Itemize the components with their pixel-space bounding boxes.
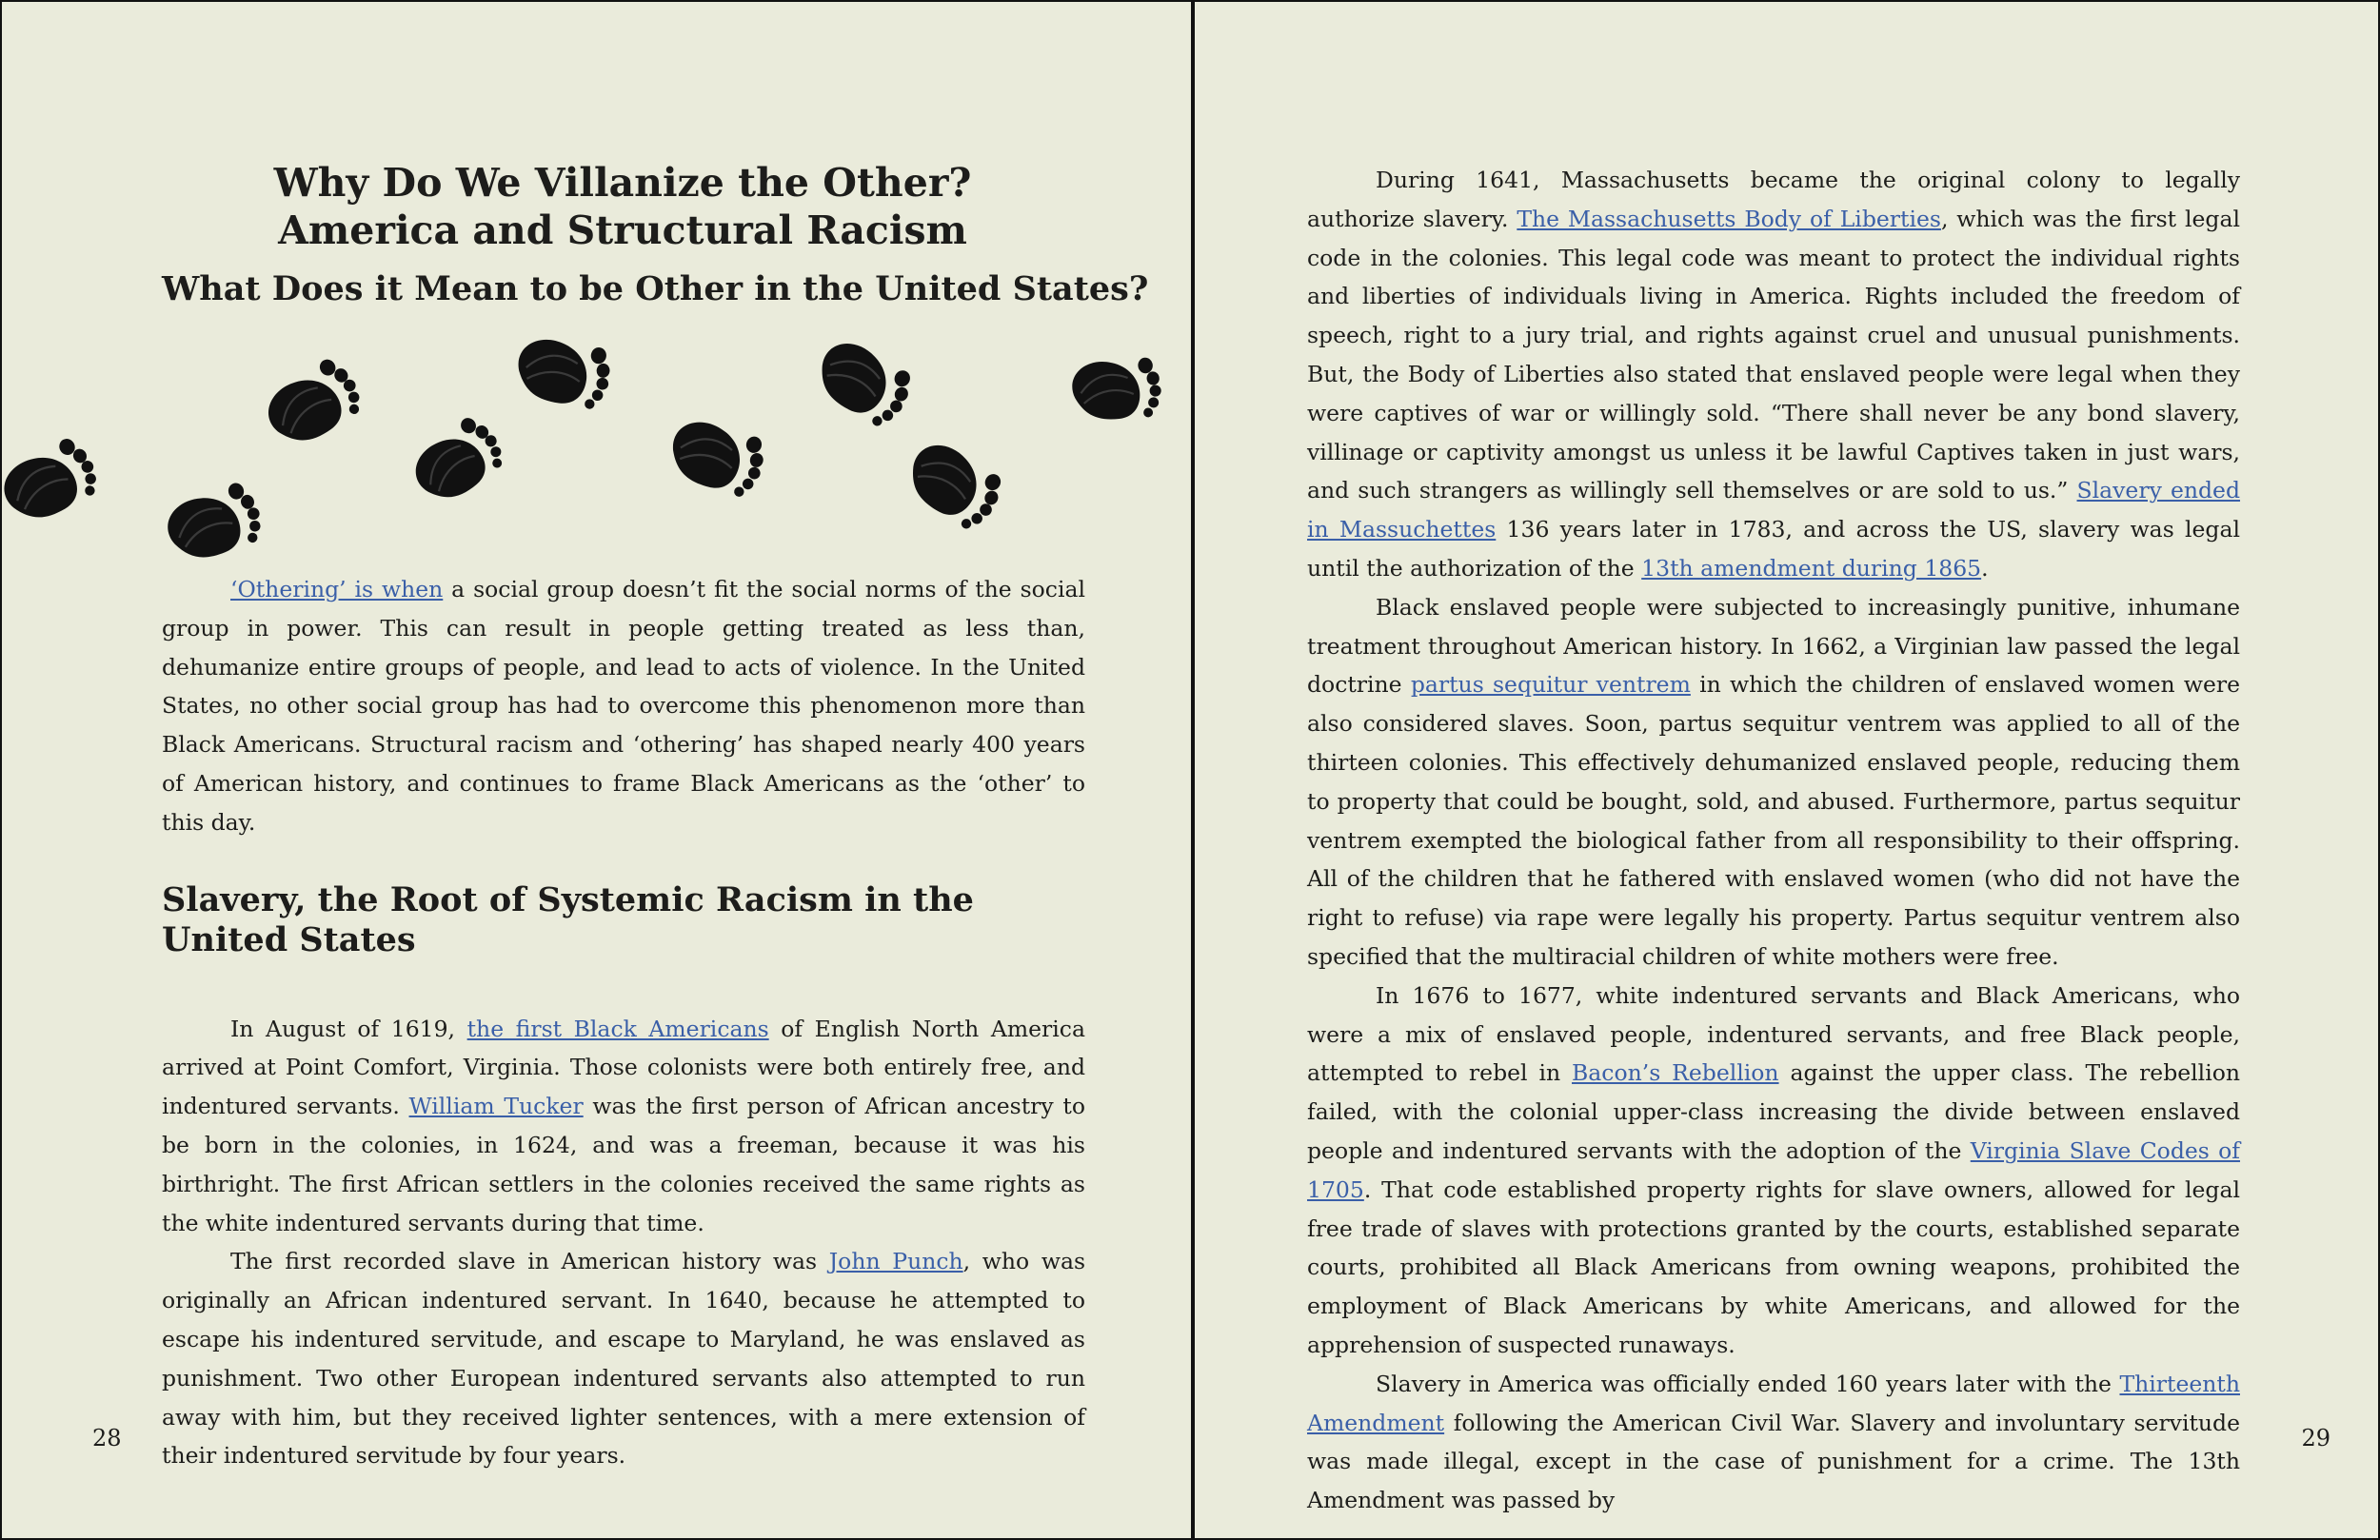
left-page	[2, 2, 1195, 1538]
first-black-americans-link[interactable]: the first Black Americans	[466, 1015, 769, 1042]
right-body-text	[1307, 161, 2240, 1520]
john-punch-link[interactable]: John Punch	[828, 1248, 963, 1275]
othering-link[interactable]: ‘Othering’ is when	[230, 576, 444, 602]
footprint	[1070, 356, 1164, 425]
page-number: 28	[92, 1425, 122, 1451]
paragraph-partus: Black enslaved people were subjected to increasingly punitive, inhumane treatment throughout American history. In 1662, a Virginian law passed the legal doctrine partus sequitur ventrem in which the children of enslaved women were also considered slaves. Soon, partus sequitur ventrem was applied to all of the thirteen colonies. This effectively dehumanized enslaved people, reducing them to property that could be bought, sold, and abused. Furthermore, partus sequitur ventrem exempted the biological father from all responsibility to their offspring. All of the children that he fathered with enslaved women (who did not have the right to refuse) via rape were legally his property. Partus sequitur ventrem also specified that the multiracial children of white mothers were free.	[1307, 593, 2241, 970]
title-line-1: Why Do We Villanize the Other?	[273, 160, 972, 206]
chapter-subtitle: What Does it Mean to be Other in the United States?	[162, 269, 1149, 308]
footprint	[258, 352, 369, 457]
left-body-text	[162, 570, 1085, 1475]
paragraph-john-punch: The first recorded slave in American history was John Punch, who was originally an African indentured servant. In 1640, because he attempted to escape his indentured servitude, and escape to Maryland, he was enslaved as punishment. Two other European indentured servants also attempted to run away with him, but they received lighter sentences, with a mere extension of their indentured servitude by four years.	[162, 1248, 1086, 1470]
thirteenth-amendment-link[interactable]: Thirteenth Amendment	[1307, 1370, 2240, 1436]
paragraph-1641: During 1641, Massachusetts became the original colony to legally authorize slavery. The Massachusetts Body of Liberties, which was the first legal code in the colonies. This legal code was meant to protect the individual rights and liberties of individuals living in America. Rights included the freedom of speech, right to a jury trial, and rights against cruel and unusual punishments. But, the Body of Liberties also stated that enslaved people were legal when they were captives of war or willingly sold. “There shall never be any bond slavery, villinage or captivity amongst us unless it be lawful Captives taken in just wars, and such strangers as willingly sell themselves or are sold to us.” Slavery ended in Massuchettes 136 years later in 1783, and across the US, slavery was legal until the authorization of the 13th amendment during 1865.	[1307, 167, 2241, 582]
virginia-slave-codes-link[interactable]: Virginia Slave Codes of 1705	[1307, 1136, 2241, 1203]
bacons-rebellion-link[interactable]: Bacon’s Rebellion	[1572, 1059, 1779, 1087]
section-heading: Slavery, the Root of Systemic Racism in the United States	[162, 879, 974, 959]
right-page	[1195, 2, 2378, 1538]
intro-paragraph: ‘Othering’ is when a social group doesn’t fit the social norms of the social group in power. This can result in people getting treated as less than, dehumanize entire groups of people, and lead to acts of violence. In the United States, no other social group has had to overcome this phenomenon more than Black Americans. Structural racism and ‘othering’ has shaped nearly 400 years of American history, and continues to frame Black Americans as the ‘other’ to this day.	[162, 576, 1085, 836]
footprint	[807, 334, 919, 433]
footprint	[406, 411, 512, 514]
paragraph-thirteenth-amendment: Slavery in America was officially ended 160 years later with the Thirteenth Amendment following the American Civil War. Slavery and involuntary servitude was made illegal, except in the case of punishment for a crime. The 13th Amendment was passed by	[1307, 1370, 2240, 1514]
title-line-2: America and Structural Racism	[278, 207, 967, 253]
slavery-ended-massachusetts-link[interactable]: Slavery ended in Massuchettes	[1307, 477, 2241, 543]
footprint	[664, 416, 770, 501]
footprint	[898, 435, 1009, 536]
footprints-illustration	[2, 316, 1191, 573]
footprint	[2, 432, 106, 533]
partus-sequitur-ventrem-link[interactable]: partus sequitur ventrem	[1410, 671, 1691, 699]
paragraph-bacons-rebellion: In 1676 to 1677, white indentured servants and Black Americans, who were a mix of enslaved people, indentured servants, and free Black people, attempted to rebel in Bacon’s Rebellion against the upper class. The rebellion failed, with the colonial upper-class increasing the divide between enslaved people and indentured servants with the adoption of the Virginia Slave Codes of 1705. That code established property rights for slave owners, allowed for legal free trade of slaves with protections granted by the courts, established separate courts, prohibited all Black Americans from owning weapons, prohibited the employment of Black Americans by white Americans, and allowed for the apprehension of suspected runaways.	[1307, 981, 2241, 1358]
page-number: 29	[2301, 1425, 2330, 1451]
william-tucker-link[interactable]: William Tucker	[408, 1093, 584, 1120]
body-of-liberties-link[interactable]: The Massachusetts Body of Liberties	[1517, 205, 1941, 232]
paragraph-1619: In August of 1619, the first Black Americans of English North America arrived at Point Comfort, Virginia. Those colonists were both entirely free, and indentured servants. William Tucker was the first person of African ancestry to be born in the colonies, in 1624, and was a freeman, because it was his birthright. The first African settlers in the colonies received the same rights as the white indentured servants during that time.	[162, 1015, 1085, 1236]
footprint	[160, 478, 269, 571]
13th-amendment-link[interactable]: 13th amendment during 1865	[1641, 554, 1982, 582]
chapter-title	[162, 159, 1083, 254]
footprint	[513, 336, 613, 411]
